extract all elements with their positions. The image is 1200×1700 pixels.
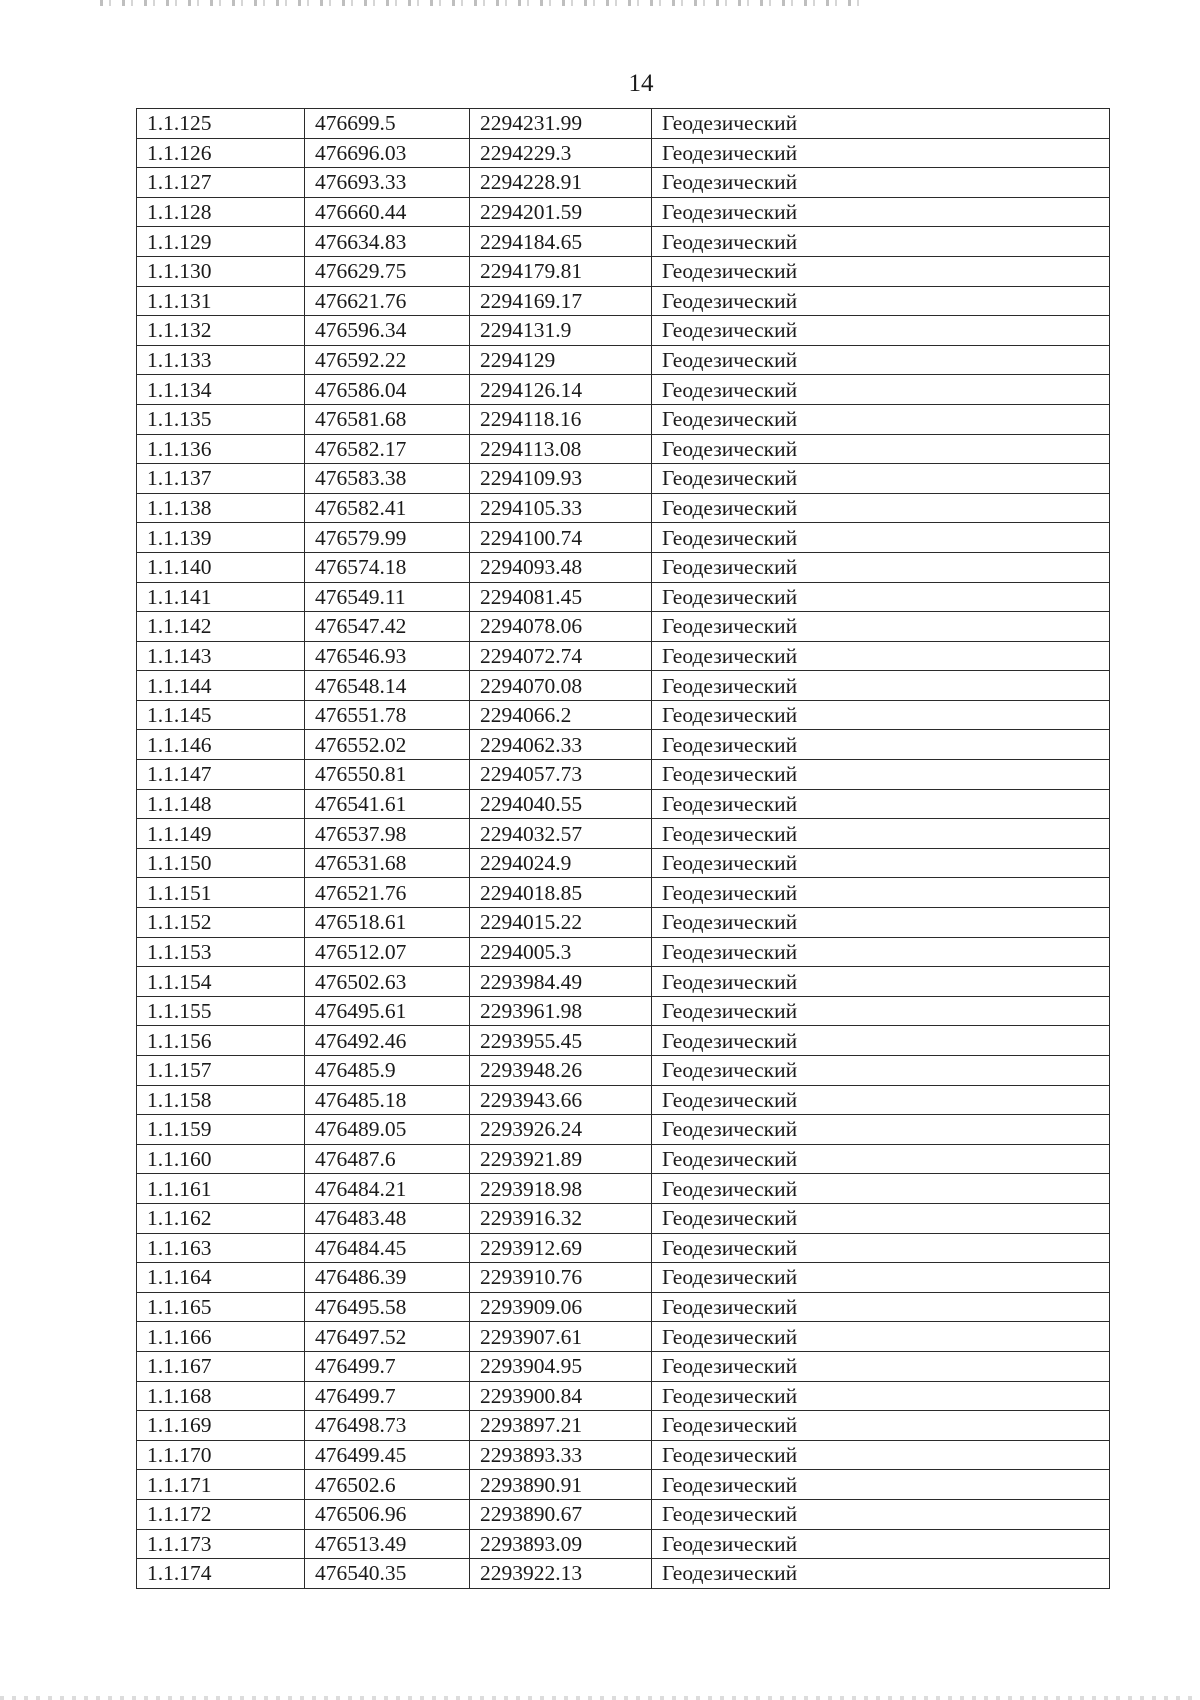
- method-cell: Геодезический: [652, 227, 1110, 257]
- table-row: [137, 197, 1110, 227]
- point-number-cell: 1.1.136: [137, 434, 305, 464]
- table-row: [137, 464, 1110, 494]
- method-cell: Геодезический: [652, 671, 1110, 701]
- point-number-cell: 1.1.134: [137, 375, 305, 405]
- y-coordinate-cell: 2294169.17: [470, 286, 652, 316]
- method-cell: Геодезический: [652, 1381, 1110, 1411]
- method-cell: Геодезический: [652, 1056, 1110, 1086]
- y-coordinate-cell: 2294109.93: [470, 464, 652, 494]
- method-cell: Геодезический: [652, 464, 1110, 494]
- method-cell: Геодезический: [652, 1233, 1110, 1263]
- y-coordinate-cell: 2294032.57: [470, 819, 652, 849]
- y-coordinate-cell: 2294078.06: [470, 612, 652, 642]
- table-row: [137, 1411, 1110, 1441]
- y-coordinate-cell: 2293890.67: [470, 1499, 652, 1529]
- method-cell: Геодезический: [652, 612, 1110, 642]
- method-cell: Геодезический: [652, 434, 1110, 464]
- point-number-cell: 1.1.135: [137, 404, 305, 434]
- method-cell: Геодезический: [652, 404, 1110, 434]
- point-number-cell: 1.1.168: [137, 1381, 305, 1411]
- point-number-cell: 1.1.161: [137, 1174, 305, 1204]
- x-coordinate-cell: 476579.99: [305, 523, 470, 553]
- table-row: [137, 1559, 1110, 1589]
- y-coordinate-cell: 2294040.55: [470, 789, 652, 819]
- point-number-cell: 1.1.141: [137, 582, 305, 612]
- point-number-cell: 1.1.149: [137, 819, 305, 849]
- y-coordinate-cell: 2294081.45: [470, 582, 652, 612]
- table-row: [137, 848, 1110, 878]
- y-coordinate-cell: 2294093.48: [470, 552, 652, 582]
- method-cell: Геодезический: [652, 996, 1110, 1026]
- table-row: [137, 819, 1110, 849]
- method-cell: Геодезический: [652, 1115, 1110, 1145]
- y-coordinate-cell: 2294015.22: [470, 908, 652, 938]
- page-number: 14: [628, 70, 654, 97]
- x-coordinate-cell: 476586.04: [305, 375, 470, 405]
- table-row: [137, 138, 1110, 168]
- y-coordinate-cell: 2294126.14: [470, 375, 652, 405]
- x-coordinate-cell: 476497.52: [305, 1322, 470, 1352]
- y-coordinate-cell: 2294005.3: [470, 937, 652, 967]
- table-row: [137, 700, 1110, 730]
- table-row: [137, 967, 1110, 997]
- method-cell: Геодезический: [652, 1026, 1110, 1056]
- point-number-cell: 1.1.128: [137, 197, 305, 227]
- coordinates-table-body: [137, 109, 1110, 1589]
- y-coordinate-cell: 2294184.65: [470, 227, 652, 257]
- y-coordinate-cell: 2294201.59: [470, 197, 652, 227]
- table-row: [137, 612, 1110, 642]
- method-cell: Геодезический: [652, 375, 1110, 405]
- method-cell: Геодезический: [652, 197, 1110, 227]
- x-coordinate-cell: 476483.48: [305, 1203, 470, 1233]
- table-row: [137, 760, 1110, 790]
- table-row: [137, 641, 1110, 671]
- point-number-cell: 1.1.140: [137, 552, 305, 582]
- method-cell: Геодезический: [652, 1322, 1110, 1352]
- point-number-cell: 1.1.165: [137, 1292, 305, 1322]
- x-coordinate-cell: 476492.46: [305, 1026, 470, 1056]
- x-coordinate-cell: 476485.18: [305, 1085, 470, 1115]
- x-coordinate-cell: 476699.5: [305, 109, 470, 139]
- method-cell: Геодезический: [652, 878, 1110, 908]
- y-coordinate-cell: 2293893.33: [470, 1440, 652, 1470]
- table-row: [137, 1322, 1110, 1352]
- y-coordinate-cell: 2293907.61: [470, 1322, 652, 1352]
- x-coordinate-cell: 476582.41: [305, 493, 470, 523]
- table-row: [137, 345, 1110, 375]
- point-number-cell: 1.1.159: [137, 1115, 305, 1145]
- method-cell: Геодезический: [652, 819, 1110, 849]
- y-coordinate-cell: 2294113.08: [470, 434, 652, 464]
- point-number-cell: 1.1.152: [137, 908, 305, 938]
- x-coordinate-cell: 476489.05: [305, 1115, 470, 1145]
- point-number-cell: 1.1.163: [137, 1233, 305, 1263]
- table-row: [137, 227, 1110, 257]
- method-cell: Геодезический: [652, 1411, 1110, 1441]
- point-number-cell: 1.1.125: [137, 109, 305, 139]
- y-coordinate-cell: 2294105.33: [470, 493, 652, 523]
- point-number-cell: 1.1.150: [137, 848, 305, 878]
- method-cell: Геодезический: [652, 641, 1110, 671]
- method-cell: Геодезический: [652, 138, 1110, 168]
- x-coordinate-cell: 476552.02: [305, 730, 470, 760]
- point-number-cell: 1.1.146: [137, 730, 305, 760]
- y-coordinate-cell: 2294129: [470, 345, 652, 375]
- x-coordinate-cell: 476484.45: [305, 1233, 470, 1263]
- scan-noise-bottom: [0, 1696, 1200, 1700]
- method-cell: Геодезический: [652, 582, 1110, 612]
- method-cell: Геодезический: [652, 1470, 1110, 1500]
- method-cell: Геодезический: [652, 1263, 1110, 1293]
- point-number-cell: 1.1.138: [137, 493, 305, 523]
- x-coordinate-cell: 476547.42: [305, 612, 470, 642]
- x-coordinate-cell: 476499.7: [305, 1351, 470, 1381]
- x-coordinate-cell: 476518.61: [305, 908, 470, 938]
- point-number-cell: 1.1.171: [137, 1470, 305, 1500]
- point-number-cell: 1.1.126: [137, 138, 305, 168]
- point-number-cell: 1.1.151: [137, 878, 305, 908]
- y-coordinate-cell: 2294024.9: [470, 848, 652, 878]
- x-coordinate-cell: 476521.76: [305, 878, 470, 908]
- point-number-cell: 1.1.157: [137, 1056, 305, 1086]
- table-row: [137, 996, 1110, 1026]
- method-cell: Геодезический: [652, 1174, 1110, 1204]
- point-number-cell: 1.1.166: [137, 1322, 305, 1352]
- table-row: [137, 1440, 1110, 1470]
- point-number-cell: 1.1.145: [137, 700, 305, 730]
- y-coordinate-cell: 2293921.89: [470, 1144, 652, 1174]
- x-coordinate-cell: 476540.35: [305, 1559, 470, 1589]
- table-row: [137, 434, 1110, 464]
- x-coordinate-cell: 476548.14: [305, 671, 470, 701]
- y-coordinate-cell: 2293961.98: [470, 996, 652, 1026]
- table-row: [137, 552, 1110, 582]
- point-number-cell: 1.1.158: [137, 1085, 305, 1115]
- y-coordinate-cell: 2294179.81: [470, 256, 652, 286]
- table-row: [137, 404, 1110, 434]
- table-row: [137, 1529, 1110, 1559]
- table-row: [137, 1351, 1110, 1381]
- x-coordinate-cell: 476551.78: [305, 700, 470, 730]
- y-coordinate-cell: 2294072.74: [470, 641, 652, 671]
- method-cell: Геодезический: [652, 1499, 1110, 1529]
- y-coordinate-cell: 2294229.3: [470, 138, 652, 168]
- table-row: [137, 1056, 1110, 1086]
- table-row: [137, 1174, 1110, 1204]
- table-row: [137, 1203, 1110, 1233]
- x-coordinate-cell: 476513.49: [305, 1529, 470, 1559]
- method-cell: Геодезический: [652, 1292, 1110, 1322]
- method-cell: Геодезический: [652, 523, 1110, 553]
- x-coordinate-cell: 476629.75: [305, 256, 470, 286]
- point-number-cell: 1.1.129: [137, 227, 305, 257]
- x-coordinate-cell: 476634.83: [305, 227, 470, 257]
- point-number-cell: 1.1.137: [137, 464, 305, 494]
- table-row: [137, 730, 1110, 760]
- table-row: [137, 168, 1110, 198]
- table-row: [137, 1144, 1110, 1174]
- x-coordinate-cell: 476621.76: [305, 286, 470, 316]
- y-coordinate-cell: 2293909.06: [470, 1292, 652, 1322]
- table-row: [137, 937, 1110, 967]
- y-coordinate-cell: 2294228.91: [470, 168, 652, 198]
- method-cell: Геодезический: [652, 109, 1110, 139]
- point-number-cell: 1.1.132: [137, 316, 305, 346]
- y-coordinate-cell: 2294018.85: [470, 878, 652, 908]
- table-row: [137, 671, 1110, 701]
- method-cell: Геодезический: [652, 908, 1110, 938]
- table-row: [137, 1085, 1110, 1115]
- y-coordinate-cell: 2293904.95: [470, 1351, 652, 1381]
- method-cell: Геодезический: [652, 316, 1110, 346]
- point-number-cell: 1.1.160: [137, 1144, 305, 1174]
- y-coordinate-cell: 2293893.09: [470, 1529, 652, 1559]
- point-number-cell: 1.1.153: [137, 937, 305, 967]
- point-number-cell: 1.1.172: [137, 1499, 305, 1529]
- y-coordinate-cell: 2293943.66: [470, 1085, 652, 1115]
- point-number-cell: 1.1.173: [137, 1529, 305, 1559]
- point-number-cell: 1.1.144: [137, 671, 305, 701]
- y-coordinate-cell: 2293922.13: [470, 1559, 652, 1589]
- method-cell: Геодезический: [652, 256, 1110, 286]
- scan-noise-top: [100, 0, 860, 6]
- method-cell: Геодезический: [652, 345, 1110, 375]
- table-row: [137, 493, 1110, 523]
- point-number-cell: 1.1.155: [137, 996, 305, 1026]
- y-coordinate-cell: 2293948.26: [470, 1056, 652, 1086]
- table-row: [137, 582, 1110, 612]
- x-coordinate-cell: 476487.6: [305, 1144, 470, 1174]
- point-number-cell: 1.1.167: [137, 1351, 305, 1381]
- x-coordinate-cell: 476596.34: [305, 316, 470, 346]
- y-coordinate-cell: 2294100.74: [470, 523, 652, 553]
- y-coordinate-cell: 2294066.2: [470, 700, 652, 730]
- table-row: [137, 1499, 1110, 1529]
- y-coordinate-cell: 2293955.45: [470, 1026, 652, 1056]
- point-number-cell: 1.1.162: [137, 1203, 305, 1233]
- point-number-cell: 1.1.174: [137, 1559, 305, 1589]
- method-cell: Геодезический: [652, 1529, 1110, 1559]
- table-row: [137, 1381, 1110, 1411]
- x-coordinate-cell: 476495.58: [305, 1292, 470, 1322]
- point-number-cell: 1.1.170: [137, 1440, 305, 1470]
- point-number-cell: 1.1.164: [137, 1263, 305, 1293]
- x-coordinate-cell: 476541.61: [305, 789, 470, 819]
- x-coordinate-cell: 476592.22: [305, 345, 470, 375]
- y-coordinate-cell: 2293897.21: [470, 1411, 652, 1441]
- x-coordinate-cell: 476502.6: [305, 1470, 470, 1500]
- table-row: [137, 878, 1110, 908]
- table-row: [137, 1292, 1110, 1322]
- x-coordinate-cell: 476660.44: [305, 197, 470, 227]
- x-coordinate-cell: 476531.68: [305, 848, 470, 878]
- method-cell: Геодезический: [652, 1144, 1110, 1174]
- y-coordinate-cell: 2293916.32: [470, 1203, 652, 1233]
- x-coordinate-cell: 476550.81: [305, 760, 470, 790]
- method-cell: Геодезический: [652, 730, 1110, 760]
- y-coordinate-cell: 2294131.9: [470, 316, 652, 346]
- method-cell: Геодезический: [652, 286, 1110, 316]
- method-cell: Геодезический: [652, 789, 1110, 819]
- coordinates-table: [136, 108, 1110, 1589]
- method-cell: Геодезический: [652, 1440, 1110, 1470]
- table-row: [137, 1026, 1110, 1056]
- y-coordinate-cell: 2294231.99: [470, 109, 652, 139]
- method-cell: Геодезический: [652, 1085, 1110, 1115]
- point-number-cell: 1.1.139: [137, 523, 305, 553]
- method-cell: Геодезический: [652, 552, 1110, 582]
- x-coordinate-cell: 476486.39: [305, 1263, 470, 1293]
- x-coordinate-cell: 476485.9: [305, 1056, 470, 1086]
- method-cell: Геодезический: [652, 937, 1110, 967]
- table-row: [137, 1470, 1110, 1500]
- y-coordinate-cell: 2294062.33: [470, 730, 652, 760]
- x-coordinate-cell: 476549.11: [305, 582, 470, 612]
- y-coordinate-cell: 2293900.84: [470, 1381, 652, 1411]
- y-coordinate-cell: 2294070.08: [470, 671, 652, 701]
- x-coordinate-cell: 476499.45: [305, 1440, 470, 1470]
- x-coordinate-cell: 476506.96: [305, 1499, 470, 1529]
- method-cell: Геодезический: [652, 493, 1110, 523]
- x-coordinate-cell: 476512.07: [305, 937, 470, 967]
- method-cell: Геодезический: [652, 168, 1110, 198]
- x-coordinate-cell: 476495.61: [305, 996, 470, 1026]
- method-cell: Геодезический: [652, 967, 1110, 997]
- table-row: [137, 109, 1110, 139]
- point-number-cell: 1.1.133: [137, 345, 305, 375]
- y-coordinate-cell: 2293912.69: [470, 1233, 652, 1263]
- y-coordinate-cell: 2293890.91: [470, 1470, 652, 1500]
- table-row: [137, 789, 1110, 819]
- x-coordinate-cell: 476499.7: [305, 1381, 470, 1411]
- table-row: [137, 1263, 1110, 1293]
- point-number-cell: 1.1.156: [137, 1026, 305, 1056]
- point-number-cell: 1.1.127: [137, 168, 305, 198]
- x-coordinate-cell: 476582.17: [305, 434, 470, 464]
- point-number-cell: 1.1.142: [137, 612, 305, 642]
- y-coordinate-cell: 2293984.49: [470, 967, 652, 997]
- point-number-cell: 1.1.130: [137, 256, 305, 286]
- point-number-cell: 1.1.131: [137, 286, 305, 316]
- y-coordinate-cell: 2294118.16: [470, 404, 652, 434]
- x-coordinate-cell: 476583.38: [305, 464, 470, 494]
- x-coordinate-cell: 476574.18: [305, 552, 470, 582]
- method-cell: Геодезический: [652, 1559, 1110, 1589]
- y-coordinate-cell: 2293910.76: [470, 1263, 652, 1293]
- y-coordinate-cell: 2293926.24: [470, 1115, 652, 1145]
- x-coordinate-cell: 476581.68: [305, 404, 470, 434]
- table-row: [137, 908, 1110, 938]
- point-number-cell: 1.1.154: [137, 967, 305, 997]
- point-number-cell: 1.1.148: [137, 789, 305, 819]
- table-row: [137, 523, 1110, 553]
- method-cell: Геодезический: [652, 1203, 1110, 1233]
- method-cell: Геодезический: [652, 848, 1110, 878]
- x-coordinate-cell: 476537.98: [305, 819, 470, 849]
- y-coordinate-cell: 2293918.98: [470, 1174, 652, 1204]
- table-row: [137, 256, 1110, 286]
- method-cell: Геодезический: [652, 700, 1110, 730]
- x-coordinate-cell: 476696.03: [305, 138, 470, 168]
- y-coordinate-cell: 2294057.73: [470, 760, 652, 790]
- method-cell: Геодезический: [652, 760, 1110, 790]
- method-cell: Геодезический: [652, 1351, 1110, 1381]
- table-row: [137, 375, 1110, 405]
- table-row: [137, 286, 1110, 316]
- x-coordinate-cell: 476498.73: [305, 1411, 470, 1441]
- x-coordinate-cell: 476484.21: [305, 1174, 470, 1204]
- point-number-cell: 1.1.143: [137, 641, 305, 671]
- table-row: [137, 1115, 1110, 1145]
- x-coordinate-cell: 476502.63: [305, 967, 470, 997]
- point-number-cell: 1.1.169: [137, 1411, 305, 1441]
- table-row: [137, 1233, 1110, 1263]
- x-coordinate-cell: 476693.33: [305, 168, 470, 198]
- table-row: [137, 316, 1110, 346]
- x-coordinate-cell: 476546.93: [305, 641, 470, 671]
- point-number-cell: 1.1.147: [137, 760, 305, 790]
